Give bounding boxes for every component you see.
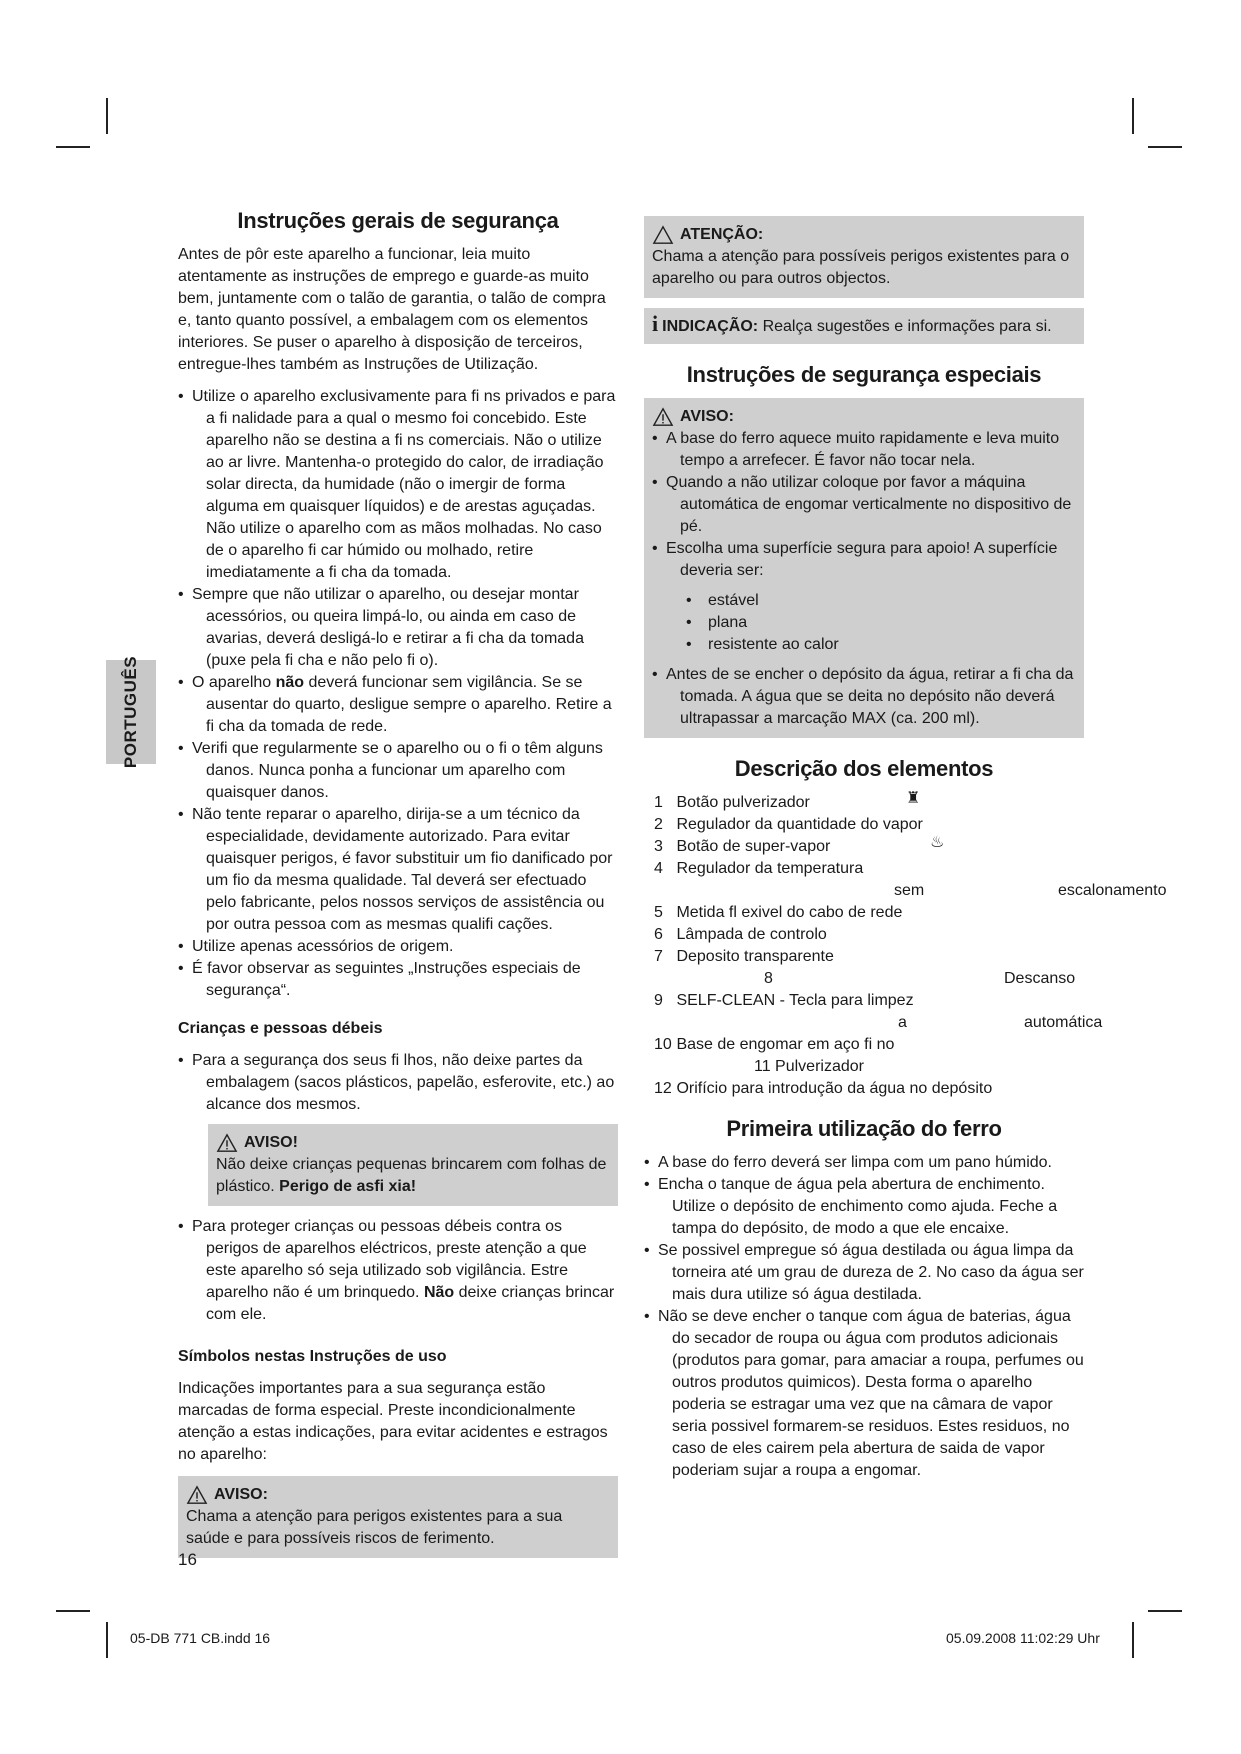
- special-warning-label: AVISO:: [680, 408, 734, 425]
- crop-mark: [106, 98, 108, 134]
- elements-list: [654, 790, 1167, 1100]
- element-number: 9: [654, 992, 663, 1009]
- list-item: [654, 836, 1084, 858]
- element-number: 6: [654, 926, 663, 943]
- atencao-box: [644, 216, 1084, 298]
- list-item: [654, 814, 1084, 836]
- list-item: [654, 792, 1084, 814]
- list-item: • Escolha uma superfície segura para apoio! A superfície deveria ser:: [652, 538, 1076, 582]
- first-use-title: Primeira utilização do ferro: [726, 1116, 1002, 1141]
- crop-mark: [1132, 98, 1134, 134]
- list-item: • Não se deve encher o tanque com água de baterias, água do secador de roupa ou água com produtos adicionais (produtos para gomar, para amaciar a roupa, perfumes ou outros produtos quimicos). Desta forma o aparelho poderia se estragar uma vez que na câmara de vapor seria possivel formarem-se residuos. Estes residuos, no caso de eles cairem pela abertura de saida de vapor poderiam sujar a roupa a engomar.: [644, 1306, 1084, 1482]
- element-label: Metida fl exivel do cabo de rede: [676, 904, 903, 921]
- nao-after: deverá funcionar sem vigilância. Se se ausentar do quarto, desligue sempre o aparelho. Retire a fi cha da tomada de rede.: [206, 674, 612, 735]
- list-item: • A base do ferro deverá ser limpa com um pano húmido.: [644, 1152, 1084, 1174]
- list-item: • Para a segurança dos seus fi lhos, não deixe partes da embalagem (sacos plásticos, papelão, esferovite, etc.) ao alcance dos mesmos.: [178, 1050, 618, 1116]
- list-item: • Encha o tanque de água pela abertura de enchimento. Utilize o depósito de enchimento como ajuda. Feche a tampa do depósito, de modo a que ele encaixe.: [644, 1174, 1084, 1240]
- element-number: 1: [654, 794, 663, 811]
- list-item: • resistente ao calor: [686, 634, 1076, 656]
- element-number: 10: [654, 1036, 672, 1053]
- special-safety-title: Instruções de segurança especiais: [686, 362, 1042, 387]
- special-bullets: [652, 428, 1076, 582]
- nao-before: O aparelho: [192, 674, 276, 691]
- list-item: [654, 990, 1084, 1012]
- special-warning-box: [644, 398, 1084, 738]
- aviso-title: [186, 1484, 610, 1506]
- element-number: 3: [654, 838, 663, 855]
- indicacao-label: INDICAÇÃO:: [662, 318, 759, 335]
- element-sem: sem: [894, 882, 925, 899]
- surface-list: [686, 590, 1076, 656]
- warning-triangle-icon: [652, 407, 674, 427]
- special-warning-title: [652, 406, 1076, 428]
- indicacao-box: [644, 308, 1084, 344]
- warning-triangle-icon: [216, 1133, 238, 1153]
- spray-icon: ♜: [906, 790, 921, 807]
- children-bullets: [178, 1050, 618, 1116]
- protect-after: deixe crianças brincar com ele.: [206, 1284, 615, 1323]
- list-item: • A base do ferro aquece muito rapidamente e leva muito tempo a arrefecer. É favor não tocar nela.: [652, 428, 1076, 472]
- protect-bold: Não: [423, 1284, 455, 1301]
- special-last-bullet: [652, 664, 1076, 730]
- elements-title: Descrição dos elementos: [734, 756, 994, 781]
- list-item: • Utilize o aparelho exclusivamente para fi ns privados e para a fi nalidade para a qual o mesmo foi concebido. Este aparelho não se destina a fi ns comerciais. Não o utilize ao ar livre. Mantenha-o protegido do calor, de irradiação solar directa, da humidade (não o imergir de forma alguma em quaisquer líquidos) e de arestas aguçadas. Não utilize o aparelho com as mãos molhadas. No caso de o aparelho fi car húmido ou molhado, retire imediatamente a fi cha da tomada.: [178, 386, 618, 584]
- element-label: Botão de super-vapor: [676, 838, 831, 855]
- element-label: Orifício para introdução da água no depósito: [676, 1080, 993, 1097]
- symbols-paragraph: Indicações importantes para a sua segurança estão marcadas de forma especial. Preste incondicionalmente atenção a estas indicações, para evitar acidentes e estragos no aparelho:: [178, 1380, 608, 1463]
- element-label: SELF-CLEAN - Tecla para limpez: [676, 992, 914, 1009]
- intro-paragraph: Antes de pôr este aparelho a funcionar, leia muito atentamente as instruções de emprego e guarde-as muito bem, juntamente com o talão de garantia, o talão de compra e, tanto quanto possível, a embalagem com os elementos interiores. Se puser o aparelho à disposição de terceiros, entregue-lhes também as Instruções de Utilização.: [178, 246, 606, 373]
- atencao-text: Chama a atenção para possíveis perigos existentes para o aparelho ou para outros objectos.: [652, 248, 1070, 287]
- protect-bullets: [178, 1216, 618, 1326]
- crop-mark: [1148, 1610, 1182, 1612]
- left-column: [178, 210, 618, 1568]
- list-item: [654, 1056, 1084, 1078]
- children-warning-title: [216, 1132, 610, 1154]
- crop-mark: [56, 1610, 90, 1612]
- children-warning-text: [216, 1154, 610, 1198]
- list-item: [654, 968, 1084, 990]
- list-item: [178, 1216, 618, 1326]
- list-item: • Quando a não utilizar coloque por favor a máquina automática de engomar verticalmente no dispositivo de pé.: [652, 472, 1076, 538]
- element-a: a: [898, 1014, 907, 1031]
- language-tab-label: PORTUGUÊS: [121, 655, 140, 769]
- list-item: • Não tente reparar o aparelho, dirija-se a um técnico da especialidade, devidamente autorizado. Para evitar quaisquer perigos, é favor substituir um fio danificado por um fio da mesma qualidade. Tal deverá ser efectuado pelo fabricante, pelos nossos serviços de assistência ou por outra pessoa com as mesmas qualifi cações.: [178, 804, 618, 936]
- atencao-label: ATENÇÃO:: [680, 226, 764, 243]
- children-heading: Crianças e pessoas débeis: [178, 1020, 383, 1037]
- children-warning-bold: Perigo de asfi xia!: [279, 1178, 417, 1195]
- element-11: 11 Pulverizador: [754, 1058, 864, 1075]
- list-item: [654, 880, 1167, 902]
- aviso-box: [178, 1476, 618, 1558]
- element-label: Deposito transparente: [676, 948, 834, 965]
- element-8: 8: [764, 970, 773, 987]
- footer-right: 05.09.2008 11:02:29 Uhr: [946, 1630, 1100, 1646]
- caution-triangle-icon: [652, 225, 674, 245]
- list-item: [654, 1012, 1103, 1034]
- element-descanso: Descanso: [1004, 970, 1076, 987]
- list-item: • estável: [686, 590, 1076, 612]
- list-item: [654, 858, 1084, 880]
- element-label: Base de engomar em aço fi no: [676, 1036, 895, 1053]
- element-number: 7: [654, 948, 663, 965]
- first-use-bullets: [644, 1152, 1084, 1482]
- element-number: 5: [654, 904, 663, 921]
- element-label: Regulador da quantidade do vapor: [676, 816, 923, 833]
- list-item: • Utilize apenas acessórios de origem.: [178, 936, 618, 958]
- list-item: • plana: [686, 612, 1076, 634]
- page-number: 16: [178, 1550, 197, 1569]
- element-label: Botão pulverizador: [676, 794, 810, 811]
- info-icon: i: [652, 311, 659, 336]
- list-item: [654, 924, 1084, 946]
- list-item: [654, 1078, 1084, 1100]
- right-column: [644, 216, 1167, 1490]
- crop-mark: [1148, 146, 1182, 148]
- general-safety-title: Instruções gerais de segurança: [237, 208, 559, 233]
- element-label: Regulador da temperatura: [676, 860, 864, 877]
- atencao-title: [652, 224, 1076, 246]
- symbols-heading: Símbolos nestas Instruções de uso: [178, 1348, 447, 1365]
- element-number: 2: [654, 816, 663, 833]
- children-warning-label: AVISO!: [244, 1134, 298, 1151]
- list-item: • Antes de se encher o depósito da água, retirar a fi cha da tomada. A água que se deita no depósito não deverá ultrapassar a marcação MAX (ca. 200 ml).: [652, 664, 1076, 730]
- list-item: • Se possivel empregue só água destilada ou água limpa da torneira até um grau de dureza de 2. No caso da água ser mais dura utilize só água destilada.: [644, 1240, 1084, 1306]
- children-warning-box: [208, 1124, 618, 1206]
- nao-bold: não: [275, 674, 305, 691]
- language-tab: [106, 655, 156, 769]
- crop-mark: [106, 1622, 108, 1658]
- list-item: [178, 672, 618, 738]
- indicacao-text: Realça sugestões e informações para si.: [762, 318, 1052, 335]
- crop-mark: [1132, 1622, 1134, 1658]
- element-escalonamento: escalonamento: [1058, 882, 1167, 899]
- list-item: [654, 902, 1084, 924]
- element-label: Lâmpada de controlo: [676, 926, 827, 943]
- protect-before: Para proteger crianças ou pessoas débeis contra os perigos de aparelhos eléctricos, preste atenção a que este aparelho só seja utilizado sob vigilância. Estre aparelho não é um brinquedo.: [192, 1218, 587, 1301]
- list-item: [654, 946, 1084, 968]
- safety-bullets: [178, 386, 618, 1002]
- footer-left: 05-DB 771 CB.indd 16: [130, 1630, 271, 1646]
- steam-icon: ♨: [930, 834, 945, 851]
- list-item: • Verifi que regularmente se o aparelho ou o fi o têm alguns danos. Nunca ponha a funcionar um aparelho com quaisquer danos.: [178, 738, 618, 804]
- element-automatica: automática: [1024, 1014, 1103, 1031]
- children-warning-body: Não deixe crianças pequenas brincarem com folhas de plástico.: [216, 1156, 607, 1195]
- aviso-label: AVISO:: [214, 1486, 268, 1503]
- crop-mark: [56, 146, 90, 148]
- aviso-text: Chama a atenção para perigos existentes para a sua saúde e para possíveis riscos de ferimento.: [186, 1508, 563, 1547]
- list-item: • É favor observar as seguintes „Instruções especiais de segurança“.: [178, 958, 618, 1002]
- element-number: 4: [654, 860, 663, 877]
- list-item: [654, 1034, 1084, 1056]
- list-item: • Sempre que não utilizar o aparelho, ou desejar montar acessórios, ou queira limpá-lo, ou ainda em caso de avarias, deverá desligá-lo e retirar a fi cha da tomada (puxe pela fi cha e não pelo fi o).: [178, 584, 618, 672]
- warning-triangle-icon: [186, 1485, 208, 1505]
- element-number: 12: [654, 1080, 672, 1097]
